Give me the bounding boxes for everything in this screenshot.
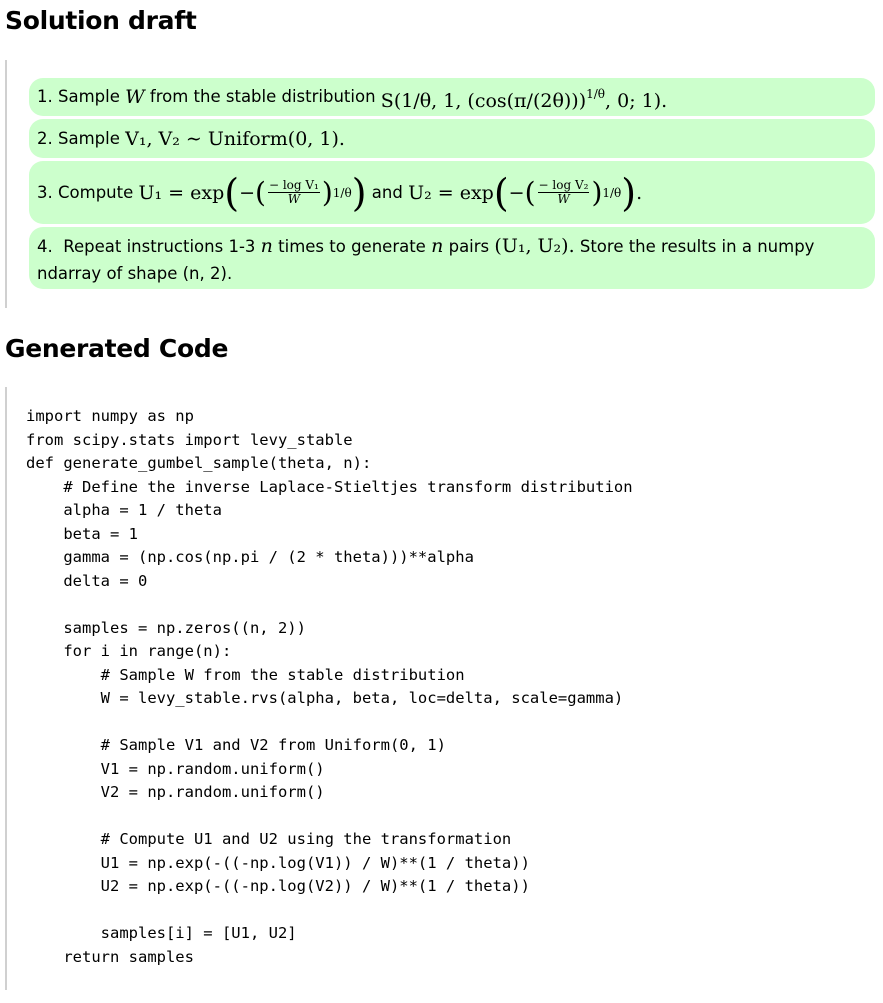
step-2-formula: V₁, V₂ ∼ Uniform(0, 1).	[125, 127, 345, 150]
step-3-close-paren-inner-2: )	[591, 175, 603, 209]
step-3-sup-1: 1/θ	[332, 185, 352, 200]
step-3-sup-2: 1/θ	[602, 185, 622, 200]
code-block: import numpy as np from scipy.stats import levy_stable def generate_gumbel_sample(theta, n): # Define the inverse Laplace-Stieltjes transform distribution alpha = 1 / theta beta = 1 gamma = (np.cos(np.pi / (2 * theta)))**alpha delta = 0 samples = np.zeros((n, 2)) for i in range(n): # Sample W from the stable distribution W = levy_stable.rvs(alpha, beta, loc=delta, scale=gamma) # Sample V1 and V2 from Uniform(0, 1) V1 = np.random.uniform() V2 = np.random.uniform() # Compute U1 and U2 using the transformation U1 = np.exp(-((-np.log(V1)) / W)**(1 / theta)) U2 = np.exp(-((-np.log(V2)) / W)**(1 / theta)) samples[i] = [U1, U2] return samples	[26, 407, 633, 966]
step-3-fraction-1	[268, 179, 320, 206]
solution-draft-heading: Solution draft	[5, 6, 197, 35]
step-4	[29, 227, 875, 289]
code-quote-bar	[5, 387, 7, 990]
step-3-open-paren-outer-2: (	[493, 170, 509, 215]
step-3-open-paren-inner-1: (	[255, 175, 266, 209]
step-3-frac1-num: − log V₁	[268, 178, 319, 192]
step-2	[29, 119, 875, 158]
step-2-text-before: Sample	[58, 128, 120, 148]
step-1-formula-end: , 0; 1).	[605, 89, 668, 112]
step-3-text-before: Compute	[58, 182, 134, 202]
step-4-pair: (U₁, U₂).	[494, 235, 575, 257]
step-3-u2: U₂ = exp	[408, 181, 494, 204]
generated-code-heading: Generated Code	[5, 334, 229, 363]
step-4-var-n-2: n	[431, 235, 444, 257]
step-1	[29, 78, 875, 116]
step-3-u1: U₁ = exp	[138, 181, 225, 204]
step-4-number: 4.	[37, 237, 53, 256]
step-3-number: 3.	[37, 182, 53, 202]
step-4-text-mid: times to generate	[278, 237, 426, 256]
step-4-text-before: Repeat instructions 1-3	[63, 237, 256, 256]
step-3-close-paren-inner-1: )	[321, 175, 333, 209]
step-3-minus-1: −	[239, 181, 256, 204]
step-4-text	[37, 233, 867, 287]
step-3-frac2-den: W	[557, 192, 570, 206]
step-4-text-end: Store the results in a numpy ndarray of shape (n, 2).	[37, 237, 815, 283]
step-3-text-mid: and	[371, 182, 403, 202]
step-1-formula	[381, 81, 667, 114]
step-1-number: 1.	[37, 87, 53, 106]
step-3-open-paren-outer-1: (	[224, 170, 240, 215]
step-4-text-after: pairs	[448, 237, 490, 256]
step-3-close-paren-outer-2: )	[621, 170, 637, 215]
step-3-fraction-2	[538, 179, 590, 206]
step-3-frac1-den: W	[287, 192, 301, 206]
step-1-text-before: Sample	[58, 87, 120, 106]
step-1-formula-sup: 1/θ	[586, 86, 606, 101]
step-1-formula-main: S(1/θ, 1, (cos(π/(2θ)))	[380, 89, 587, 112]
step-1-var-w: W	[125, 86, 145, 108]
step-3-frac2-num: − log V₂	[538, 178, 589, 192]
step-3-end: .	[636, 181, 643, 204]
step-3-minus-2: −	[508, 181, 525, 204]
step-3-open-paren-inner-2: (	[524, 175, 536, 209]
step-3	[29, 161, 875, 224]
step-2-number: 2.	[37, 128, 53, 148]
step-1-text-after: from the stable distribution	[149, 87, 376, 106]
step-3-close-paren-outer-1: )	[351, 170, 367, 215]
solution-quote-bar	[5, 60, 7, 308]
step-4-var-n-1: n	[260, 235, 273, 257]
